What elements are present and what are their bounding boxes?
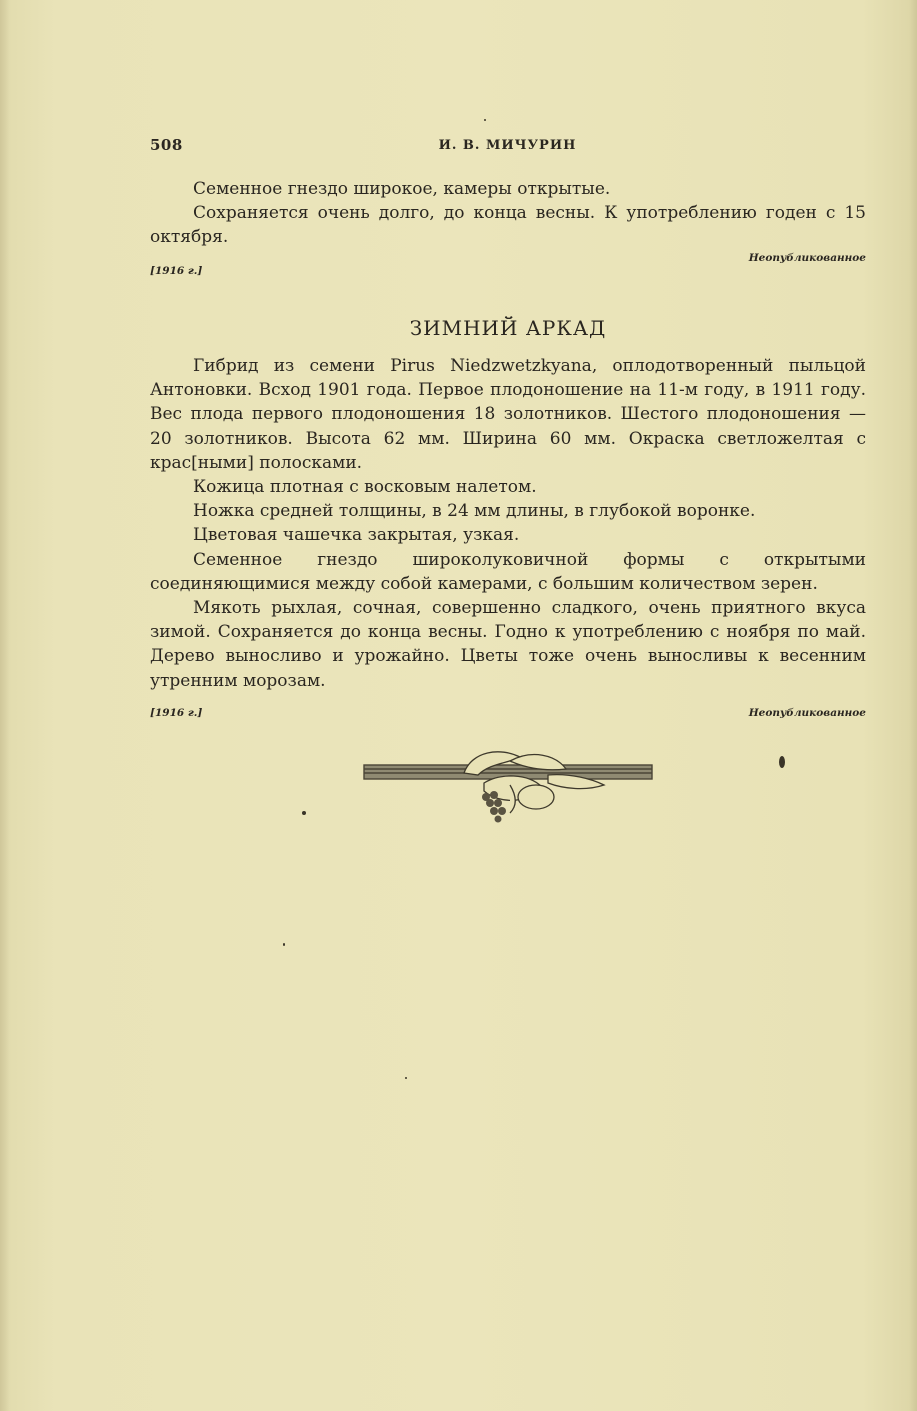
paragraph: Семенное гнездо широкое, камеры открытые. bbox=[193, 179, 611, 199]
ornament-fruit-vignette-icon bbox=[360, 745, 656, 825]
publication-note: Неопубликованное bbox=[748, 252, 866, 264]
paragraph: Сохраняется очень долго, до конца весны. К употреблению годен с 15 октября. bbox=[150, 203, 866, 248]
article-body bbox=[150, 354, 866, 693]
ink-speck bbox=[283, 943, 285, 946]
paragraph: Ножка средней толщины, в 24 мм длины, в глубокой воронке. bbox=[193, 501, 756, 522]
ink-speck bbox=[779, 756, 785, 768]
article-footnote bbox=[150, 707, 866, 723]
entry-date: [1916 г.] bbox=[150, 707, 203, 719]
article-title: ЗИМНИЙ АРКАД bbox=[409, 316, 607, 340]
previous-entry-date-row bbox=[150, 265, 866, 281]
ink-speck bbox=[302, 811, 306, 815]
previous-entry-text bbox=[150, 177, 866, 250]
ink-speck bbox=[405, 1077, 407, 1079]
ink-speck bbox=[484, 119, 486, 121]
paragraph: Мякоть рыхлая, сочная, совершенно сладкого, очень приятного вкуса зимой. Сохраняется до конца весны. Годно к употреблению с ноября по май. Дерево выносливо и урожайно. Цветы тоже очень выносливы к весенним утренним морозам. bbox=[150, 598, 866, 691]
running-header bbox=[150, 136, 865, 158]
page-number: 508 bbox=[150, 136, 183, 154]
publication-note: Неопубликованное bbox=[748, 707, 866, 719]
entry-date: [1916 г.] bbox=[150, 265, 203, 277]
running-title: И. В. МИЧУРИН bbox=[438, 138, 577, 153]
page-edge-right bbox=[909, 0, 917, 1411]
page-edge-left bbox=[0, 0, 10, 1411]
paragraph: Кожица плотная с восковым налетом. bbox=[193, 477, 537, 498]
paragraph: Цветовая чашечка закрытая, узкая. bbox=[193, 525, 520, 546]
paragraph: Семенное гнездо широколуковичной формы с открытыми соединяющимися между собой камерами, с большим количеством зерен. bbox=[150, 549, 866, 594]
paragraph: Гибрид из семени Pirus Niedzwetzkyana, оплодотворенный пыльцой Антоновки. Всход 1901 года. Первое плодоношение на 11-м году, в 1911 году. Вес плода первого плодоношения 18 золотников. Шестого плодоношения — 20 золотников. Высота 62 мм. Ширина 60 мм. Окраска светложелтая с крас[ными] полосками. bbox=[150, 356, 866, 473]
